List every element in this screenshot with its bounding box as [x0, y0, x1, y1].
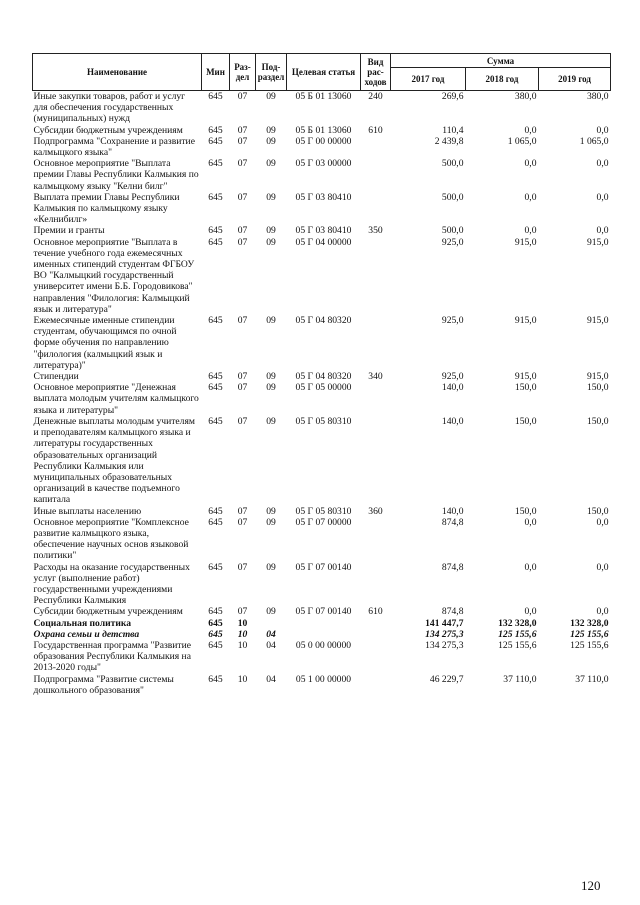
cell-podrazdel: 09: [266, 371, 276, 383]
cell-vid: [361, 237, 391, 315]
cell-vid: 240: [368, 91, 383, 102]
cell-2018: 150,0: [514, 505, 537, 517]
cell-statya: 05 Г 07 00000: [295, 516, 352, 528]
cell-2019: 150,0: [586, 505, 609, 517]
cell-min: 645: [208, 371, 223, 383]
cell-2019: 150,0: [586, 415, 609, 427]
cell-2019: 0,0: [596, 606, 609, 618]
cell-vid: [361, 382, 391, 416]
cell-2018: 37 110,0: [503, 673, 537, 685]
cell-min: 645: [208, 606, 223, 618]
cell-podrazdel: 09: [266, 124, 276, 136]
cell-name: Ежемесячные именные стипендии студентам, обучающимся по очной форме обучения по направлению "филология (калмыцкий язык и литература)": [33, 315, 177, 371]
cell-2018: 1 065,0: [507, 135, 537, 147]
cell-2018: 150,0: [514, 382, 537, 394]
table-header: [33, 54, 611, 91]
cell-name: Охрана семьи и детства: [33, 628, 140, 640]
cell-2017: 140,0: [441, 415, 464, 427]
table-row: [33, 640, 611, 674]
cell-2018: 132 328,0: [498, 617, 537, 629]
cell-name: Выплата премии Главы Республики Калмыкия по калмыцкому языку «Келнибилг»: [33, 191, 180, 226]
page-number: 120: [581, 878, 601, 893]
cell-podrazdel: 04: [266, 639, 276, 651]
cell-2017: 874,8: [441, 561, 464, 573]
cell-razdel: 07: [237, 606, 248, 618]
cell-razdel: 07: [237, 382, 248, 394]
header-vid: Вид рас-ходов: [361, 54, 391, 91]
cell-vid: [361, 629, 391, 640]
cell-2017: 874,8: [441, 516, 464, 528]
cell-statya: 05 Г 03 80410: [295, 191, 352, 203]
cell-2019: 0,0: [596, 516, 609, 528]
header-summa: Сумма: [391, 54, 611, 68]
cell-2018: 0,0: [524, 561, 537, 573]
cell-2017: 500,0: [441, 191, 464, 203]
cell-2018: 915,0: [514, 236, 537, 248]
cell-2018: 915,0: [514, 315, 537, 327]
cell-razdel: 07: [237, 158, 248, 170]
cell-name: Основное мероприятие "Выплата премии Главы Республики Калмыкия по калмыцкому языку "Келни билг": [33, 158, 199, 192]
cell-min: 645: [208, 673, 223, 685]
cell-name: Основное мероприятие "Денежная выплата молодым учителям калмыцкого языка и литературы": [33, 382, 199, 416]
cell-vid: 610: [368, 124, 383, 136]
table-row: [33, 192, 611, 226]
cell-razdel: 10: [237, 673, 248, 685]
cell-razdel: 07: [237, 124, 248, 136]
table-row: [33, 674, 611, 696]
cell-name: Социальная политика: [33, 617, 132, 629]
cell-2018: 380,0: [514, 91, 537, 102]
cell-2019: 0,0: [596, 191, 609, 203]
cell-2019: 915,0: [586, 236, 609, 248]
cell-statya: 05 1 00 00000: [295, 673, 352, 685]
cell-vid: [361, 158, 391, 192]
table-body: [33, 91, 611, 696]
cell-2017: 925,0: [441, 371, 464, 383]
header-razdel: Раз-дел: [230, 54, 256, 91]
cell-razdel: 07: [237, 516, 248, 528]
cell-2019: 125 155,6: [570, 639, 609, 651]
cell-2019: 0,0: [596, 158, 609, 170]
cell-2019: 125 155,6: [570, 628, 609, 640]
cell-statya: 05 Б 01 13060: [295, 124, 352, 136]
cell-name: Подпрограмма "Сохранение и развитие калмыцкого языка": [33, 135, 195, 159]
cell-razdel: 10: [237, 617, 248, 629]
cell-2018: 125 155,6: [498, 628, 537, 640]
cell-podrazdel: 04: [266, 673, 276, 685]
cell-podrazdel: 09: [266, 225, 276, 237]
cell-statya: [287, 618, 361, 629]
header-podrazdel: Под-раздел: [256, 54, 287, 91]
table-row: [33, 506, 611, 517]
cell-2017: 141 447,7: [425, 617, 464, 629]
cell-vid: 360: [368, 505, 383, 517]
cell-name: Иные закупки товаров, работ и услуг для обеспечения государственных (муниципальных) нужд: [33, 91, 186, 125]
cell-2019: 1 065,0: [579, 135, 609, 147]
cell-razdel: 07: [237, 236, 248, 248]
table-row: [33, 91, 611, 125]
cell-2017: 925,0: [441, 315, 464, 327]
table-row: [33, 237, 611, 315]
table-row: [33, 416, 611, 506]
cell-min: 645: [208, 505, 223, 517]
cell-razdel: 07: [237, 561, 248, 573]
cell-podrazdel: 09: [266, 91, 276, 102]
cell-min: 645: [208, 191, 223, 203]
cell-2018: 0,0: [524, 516, 537, 528]
table-row: [33, 382, 611, 416]
cell-name: Расходы на оказание государственных услуг (выполнение работ) государственными учреждениями Республики Калмыкия: [33, 561, 190, 607]
header-min: Мин: [202, 54, 230, 91]
cell-2019: 0,0: [596, 561, 609, 573]
cell-podrazdel: 09: [266, 315, 276, 327]
cell-vid: [361, 416, 391, 506]
cell-razdel: 07: [237, 415, 248, 427]
cell-statya: 05 Г 07 00140: [295, 561, 352, 573]
cell-2018: 125 155,6: [498, 639, 537, 651]
cell-name: Основное мероприятие "Комплексное развитие калмыцкого языка, обеспечение научных основ языковой политики": [33, 516, 189, 562]
cell-razdel: 07: [237, 91, 248, 102]
cell-2018: 915,0: [514, 371, 537, 383]
budget-table: [32, 53, 611, 696]
cell-podrazdel: 09: [266, 191, 276, 203]
cell-min: 645: [208, 158, 223, 170]
header-2017: 2017 год: [391, 68, 466, 91]
cell-vid: [361, 640, 391, 674]
cell-2017: 925,0: [441, 236, 464, 248]
cell-min: 645: [208, 415, 223, 427]
cell-min: 645: [208, 382, 223, 394]
cell-min: 645: [208, 124, 223, 136]
cell-min: 645: [208, 225, 223, 237]
cell-vid: [361, 562, 391, 607]
cell-2017: 874,8: [441, 606, 464, 618]
cell-2017: 140,0: [441, 505, 464, 517]
header-name: Наименование: [33, 54, 202, 91]
cell-razdel: 07: [237, 315, 248, 327]
cell-2017: 134 275,3: [425, 628, 464, 640]
cell-2017: 46 229,7: [429, 673, 464, 685]
cell-podrazdel: 09: [266, 516, 276, 528]
header-2018: 2018 год: [466, 68, 539, 91]
cell-2018: 0,0: [524, 124, 537, 136]
cell-podrazdel: 09: [266, 236, 276, 248]
cell-statya: 05 Б 01 13060: [295, 91, 352, 102]
table-row: [33, 517, 611, 562]
cell-statya: 05 Г 04 00000: [295, 236, 352, 248]
cell-razdel: 07: [237, 371, 248, 383]
cell-2017: 500,0: [441, 225, 464, 237]
cell-vid: [361, 315, 391, 371]
cell-2019: 380,0: [586, 91, 609, 102]
cell-min: 645: [208, 236, 223, 248]
table-row: [33, 158, 611, 192]
cell-vid: 350: [368, 225, 383, 237]
cell-podrazdel: 09: [266, 505, 276, 517]
cell-2018: 0,0: [524, 158, 537, 170]
cell-podrazdel: 04: [266, 628, 276, 640]
cell-2017: 2 439,8: [434, 135, 464, 147]
cell-2018: 0,0: [524, 606, 537, 618]
cell-2019: 150,0: [586, 382, 609, 394]
cell-statya: 05 Г 05 80310: [295, 415, 352, 427]
cell-2018: 150,0: [514, 415, 537, 427]
cell-2019: 0,0: [596, 225, 609, 237]
cell-2018: 0,0: [524, 225, 537, 237]
cell-statya: 05 Г 03 00000: [295, 158, 352, 170]
cell-vid: [361, 517, 391, 562]
cell-name: Государственная программа "Развитие образования Республики Калмыкия на 2013-2020 годы": [33, 639, 192, 674]
cell-razdel: 10: [237, 628, 248, 640]
cell-min: 645: [208, 561, 223, 573]
cell-2017: 110,4: [442, 124, 464, 136]
cell-name: Основное мероприятие "Выплата в течение учебного года ежемесячных именных стипендий студентам ФГБОУ ВО "Калмыцкий государственный университет имени Б.Б. Городовикова" направления "Филология: Калмыцкий язык и литература": [33, 236, 195, 315]
cell-min: 645: [208, 617, 223, 629]
cell-name: Субсидии бюджетным учреждениям: [33, 606, 183, 618]
cell-statya: 05 Г 00 00000: [295, 135, 352, 147]
cell-2017: 134 275,3: [425, 639, 464, 651]
cell-razdel: 07: [237, 225, 248, 237]
cell-2018: 0,0: [524, 191, 537, 203]
cell-razdel: 10: [237, 639, 248, 651]
cell-vid: [361, 618, 391, 629]
cell-statya: 05 Г 03 80410: [295, 225, 352, 237]
cell-podrazdel: 09: [266, 382, 276, 394]
table-row: [33, 136, 611, 158]
cell-2019: 915,0: [586, 371, 609, 383]
cell-name: Премии и гранты: [33, 225, 105, 237]
cell-statya: 05 Г 05 00000: [295, 382, 352, 394]
cell-2017: 269,6: [441, 91, 464, 102]
cell-vid: [361, 136, 391, 158]
cell-podrazdel: 09: [266, 606, 276, 618]
table-row: [33, 629, 611, 640]
cell-min: 645: [208, 315, 223, 327]
cell-2017: 500,0: [441, 158, 464, 170]
cell-min: 645: [208, 639, 223, 651]
cell-statya: 05 Г 04 80320: [295, 371, 352, 383]
cell-2019: 915,0: [586, 315, 609, 327]
cell-name: Субсидии бюджетным учреждениям: [33, 124, 183, 136]
cell-2019: 37 110,0: [575, 673, 609, 685]
table-row: [33, 371, 611, 382]
cell-razdel: 07: [237, 505, 248, 517]
cell-2017: 140,0: [441, 382, 464, 394]
header-2019: 2019 год: [539, 68, 611, 91]
cell-statya: [287, 629, 361, 640]
table-row: [33, 606, 611, 617]
table-row: [33, 125, 611, 136]
cell-statya: 05 0 00 00000: [295, 639, 352, 651]
cell-statya: 05 Г 05 80310: [295, 505, 352, 517]
cell-2019: 132 328,0: [570, 617, 609, 629]
cell-name: Денежные выплаты молодым учителям и преподавателям калмыцкого языка и литературы государственных образовательных организаций Республики Калмыкия или муниципальных образовательных организаций в качестве подъемного капитала: [33, 415, 195, 506]
cell-podrazdel: 09: [266, 158, 276, 170]
cell-statya: 05 Г 07 00140: [295, 606, 352, 618]
cell-vid: [361, 674, 391, 696]
table-row: [33, 315, 611, 371]
table-row: [33, 618, 611, 629]
cell-2019: 0,0: [596, 124, 609, 136]
cell-podrazdel: 09: [266, 561, 276, 573]
cell-razdel: 07: [237, 135, 248, 147]
cell-podrazdel: 09: [266, 415, 276, 427]
cell-razdel: 07: [237, 191, 248, 203]
cell-min: 645: [208, 628, 223, 640]
cell-vid: [361, 192, 391, 226]
cell-statya: 05 Г 04 80320: [295, 315, 352, 327]
table-row: [33, 225, 611, 236]
cell-vid: 340: [368, 371, 383, 383]
cell-name: Подпрограмма "Развитие системы дошкольного образования": [33, 673, 174, 696]
cell-min: 645: [208, 135, 223, 147]
cell-vid: 610: [368, 606, 383, 618]
cell-name: Стипендии: [33, 371, 79, 383]
cell-min: 645: [208, 516, 223, 528]
table-row: [33, 562, 611, 607]
header-statya: Целевая статья: [287, 54, 361, 91]
cell-name: Иные выплаты населению: [33, 505, 142, 517]
cell-podrazdel: 09: [266, 135, 276, 147]
cell-min: 645: [208, 91, 223, 102]
cell-podrazdel: [256, 618, 287, 629]
